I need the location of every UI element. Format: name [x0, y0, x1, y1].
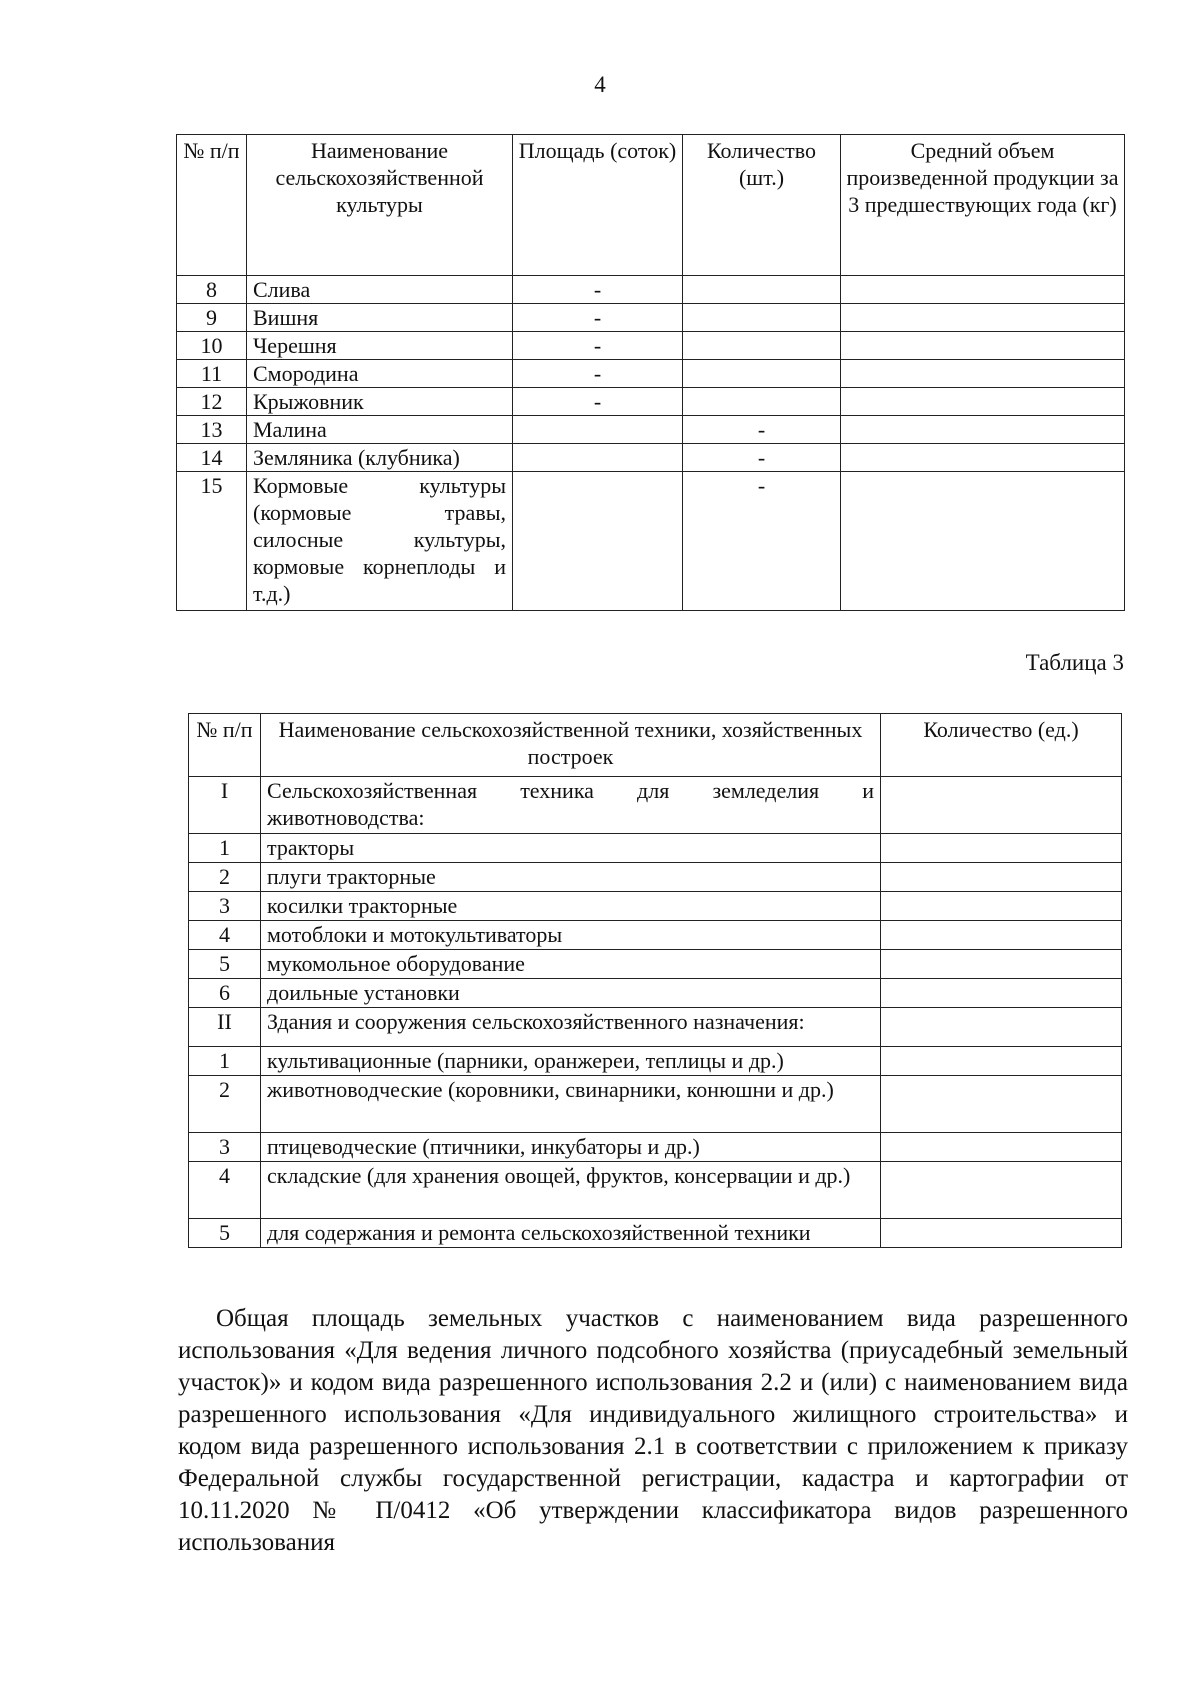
row-equipment-name: для содержания и ремонта сельскохозяйственной техники	[261, 1219, 881, 1248]
row-quantity	[881, 950, 1122, 979]
row-num: 4	[189, 921, 261, 950]
table-row	[189, 1162, 1122, 1219]
row-crop-name: Земляника (клубника)	[247, 444, 513, 472]
row-quantity	[881, 834, 1122, 863]
table-row	[189, 1047, 1122, 1076]
header-quantity: Количество (ед.)	[881, 714, 1122, 777]
row-crop-name: Вишня	[247, 304, 513, 332]
row-num: 14	[177, 444, 247, 472]
equipment-table	[188, 713, 1122, 1248]
table-row	[189, 921, 1122, 950]
row-quantity	[881, 863, 1122, 892]
table3-caption: Таблица 3	[1025, 650, 1124, 675]
header-num: № п/п	[189, 714, 261, 777]
section-row	[189, 777, 1122, 834]
table-row	[189, 1133, 1122, 1162]
row-equipment-name: Сельскохозяйственная техника для земледелия и животноводства:	[261, 777, 881, 834]
row-num: 6	[189, 979, 261, 1008]
page-number: 4	[594, 72, 606, 97]
row-quantity	[683, 332, 841, 360]
header-volume: Средний объем произведенной продукции за 3 предшествующих года (кг)	[841, 135, 1125, 276]
header-crop-name: Наименование сельскохозяйственной культуры	[247, 135, 513, 276]
row-quantity	[881, 1162, 1122, 1219]
row-num: 13	[177, 416, 247, 444]
row-num: 5	[189, 950, 261, 979]
crops-table-header	[177, 135, 1125, 276]
row-volume	[841, 472, 1125, 611]
row-equipment-name: косилки тракторные	[261, 892, 881, 921]
table-row	[177, 276, 1125, 304]
row-num: 8	[177, 276, 247, 304]
row-num: 12	[177, 388, 247, 416]
row-num: 1	[189, 834, 261, 863]
row-equipment-name: культивационные (парники, оранжереи, теплицы и др.)	[261, 1047, 881, 1076]
row-quantity	[881, 921, 1122, 950]
row-area: -	[513, 304, 683, 332]
table-row	[189, 979, 1122, 1008]
row-crop-name: Крыжовник	[247, 388, 513, 416]
crops-table	[176, 134, 1125, 611]
row-area: -	[513, 360, 683, 388]
row-num: 11	[177, 360, 247, 388]
table-row	[189, 1076, 1122, 1133]
row-volume	[841, 360, 1125, 388]
table-row	[177, 304, 1125, 332]
row-volume	[841, 332, 1125, 360]
row-equipment-name: доильные установки	[261, 979, 881, 1008]
table-row	[189, 950, 1122, 979]
row-quantity	[881, 979, 1122, 1008]
row-area: -	[513, 388, 683, 416]
row-quantity	[881, 892, 1122, 921]
row-area: -	[513, 276, 683, 304]
row-equipment-name: тракторы	[261, 834, 881, 863]
table-row	[177, 388, 1125, 416]
table-row	[189, 863, 1122, 892]
section-row	[189, 1008, 1122, 1047]
row-volume	[841, 304, 1125, 332]
row-area	[513, 444, 683, 472]
header-area: Площадь (соток)	[513, 135, 683, 276]
row-quantity	[881, 1047, 1122, 1076]
row-quantity	[881, 1219, 1122, 1248]
row-quantity: -	[683, 444, 841, 472]
row-quantity	[683, 360, 841, 388]
row-area	[513, 472, 683, 611]
row-num: 9	[177, 304, 247, 332]
table-row	[189, 1219, 1122, 1248]
row-quantity: -	[683, 472, 841, 611]
row-equipment-name: плуги тракторные	[261, 863, 881, 892]
row-equipment-name: складские (для хранения овощей, фруктов, консервации и др.)	[261, 1162, 881, 1219]
row-crop-name: Черешня	[247, 332, 513, 360]
header-num: № п/п	[177, 135, 247, 276]
body-paragraph: Общая площадь земельных участков с наименованием вида разрешенного использования «Для ведения личного подсобного хозяйства (приусадебный земельный участок)» и кодом вида разрешенного использования 2.2 и (или) с наименованием вида разрешенного использования «Для индивидуального жилищного строительства» и кодом вида разрешенного использования 2.1 в соответствии с приложением к приказу Федеральной службы государственной регистрации, кадастра и картографии от 10.11.2020 № П/0412 «Об утверждении классификатора видов разрешенного использования	[178, 1305, 1128, 1556]
row-volume	[841, 276, 1125, 304]
row-num: 3	[189, 1133, 261, 1162]
row-num: 4	[189, 1162, 261, 1219]
table-row	[177, 360, 1125, 388]
row-equipment-name: Здания и сооружения сельскохозяйственного назначения:	[261, 1008, 881, 1047]
row-volume	[841, 388, 1125, 416]
row-crop-name: Смородина	[247, 360, 513, 388]
row-area	[513, 416, 683, 444]
row-quantity	[683, 304, 841, 332]
header-quantity: Количество (шт.)	[683, 135, 841, 276]
row-num: 5	[189, 1219, 261, 1248]
row-num: 2	[189, 1076, 261, 1133]
row-quantity: -	[683, 416, 841, 444]
row-equipment-name: животноводческие (коровники, свинарники, конюшни и др.)	[261, 1076, 881, 1133]
table-row	[177, 444, 1125, 472]
table-row	[189, 892, 1122, 921]
row-volume	[841, 416, 1125, 444]
table-row	[177, 416, 1125, 444]
row-equipment-name: мотоблоки и мотокультиваторы	[261, 921, 881, 950]
row-quantity	[881, 1076, 1122, 1133]
row-num: 10	[177, 332, 247, 360]
row-num: 3	[189, 892, 261, 921]
row-quantity	[881, 1008, 1122, 1047]
equipment-table-header	[189, 714, 1122, 777]
row-equipment-name: мукомольное оборудование	[261, 950, 881, 979]
row-num: II	[189, 1008, 261, 1047]
row-num: 2	[189, 863, 261, 892]
row-quantity	[683, 276, 841, 304]
row-quantity	[683, 388, 841, 416]
row-quantity	[881, 777, 1122, 834]
row-equipment-name: птицеводческие (птичники, инкубаторы и др.)	[261, 1133, 881, 1162]
table-row	[177, 472, 1125, 611]
row-num: 15	[177, 472, 247, 611]
row-crop-name: Слива	[247, 276, 513, 304]
row-num: I	[189, 777, 261, 834]
row-crop-name: Малина	[247, 416, 513, 444]
table-row	[177, 332, 1125, 360]
row-quantity	[881, 1133, 1122, 1162]
table-row	[189, 834, 1122, 863]
row-num: 1	[189, 1047, 261, 1076]
row-area: -	[513, 332, 683, 360]
header-equipment-name: Наименование сельскохозяйственной техники, хозяйственных построек	[261, 714, 881, 777]
row-crop-name: Кормовые культуры (кормовые травы, силосные культуры, кормовые корнеплоды и т.д.)	[247, 472, 513, 611]
row-volume	[841, 444, 1125, 472]
